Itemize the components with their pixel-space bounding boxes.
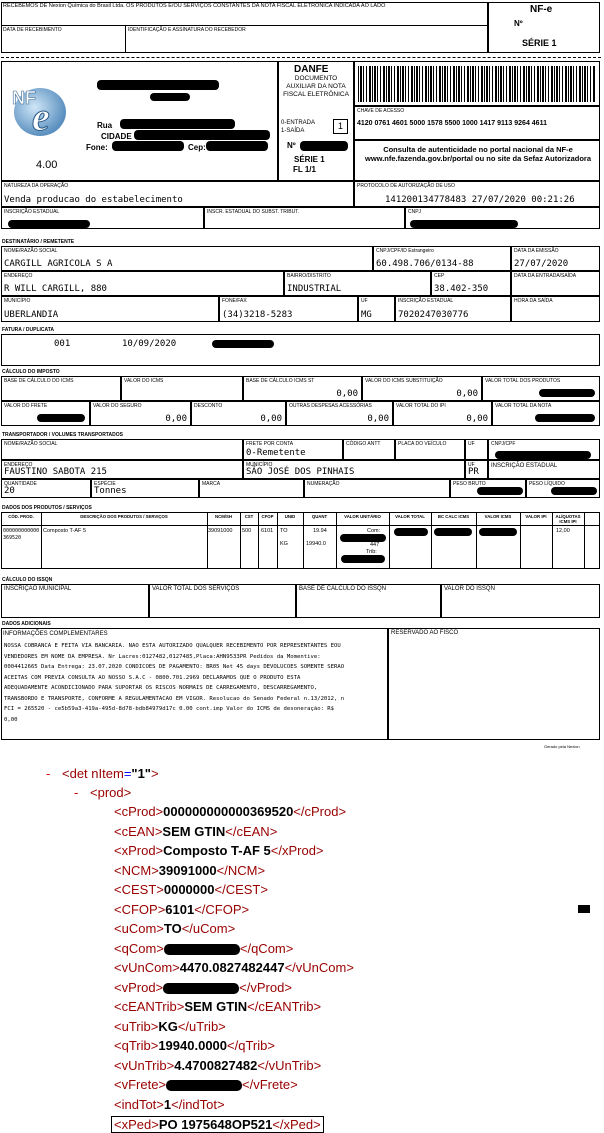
invoice-value-redacted — [212, 340, 274, 348]
stray-mark — [578, 905, 590, 913]
tax-total-note-redacted — [535, 414, 595, 422]
tr-gross-cell — [450, 479, 526, 498]
tax-label-ipi: VALOR TOTAL DO IPI — [396, 403, 446, 409]
tax-cell-2 — [121, 376, 243, 401]
tax-label-bc-icms: BASE DE CÁLCULO DO ICMS — [4, 378, 74, 384]
danfe-number-label: Nº — [287, 141, 296, 150]
tax-label-freight: VALOR DO FRETE — [4, 403, 48, 409]
rec-cnpj-cell — [373, 246, 511, 271]
tr-city-label: MUNICÍPIO — [246, 462, 273, 468]
rec-city-value: UBERLANDIA — [4, 310, 59, 320]
transport-section: TRANSPORTADOR / VOLUMES TRANSPORTADOS — [2, 432, 123, 438]
products-col-divider — [207, 512, 208, 569]
products-col-divider — [277, 512, 278, 569]
reserved-label: RESERVADO AO FISCO — [391, 630, 459, 636]
rec-city-cell — [1, 296, 219, 322]
prod-code: 000000000000369520 — [3, 528, 40, 541]
prod-bc-redacted — [434, 528, 472, 536]
danfe-page: FL 1/1 — [293, 165, 316, 174]
rec-uf-label: UF — [361, 298, 368, 304]
cnpj-label: CNPJ — [408, 209, 422, 215]
rec-cnpj-label: CNPJ/CPF/ID Estrangeiro — [376, 248, 434, 254]
tax-cell-1 — [1, 376, 121, 401]
footer-generated: Gerado pela Nexion — [544, 744, 580, 749]
issqn-cell-3 — [296, 584, 441, 618]
collapse-toggle-prod[interactable]: - — [74, 785, 79, 800]
prod-cst: 500 — [242, 528, 252, 534]
prod-unit-2: KG — [280, 541, 288, 547]
tax-cell-7 — [90, 401, 191, 426]
tr-qty-cell — [1, 479, 91, 498]
xml-prod-tag: prod — [97, 785, 124, 800]
products-header-cell: VALOR IPI — [525, 514, 547, 519]
products-section: DADOS DOS PRODUTOS / SERVIÇOS — [2, 505, 92, 511]
ie-cell — [1, 207, 204, 229]
additional-info-line: VENDEDORES EM NOME DA EMPRESA. Nr Lacres:0127482,0127485,Placa:AHN9533PR Pedidos da Momentive: — [4, 653, 321, 660]
products-header-line — [1, 525, 600, 526]
tr-plate-label: PLACA DO VEÍCULO — [398, 441, 447, 447]
rec-phone-value: (34)3218-5283 — [222, 310, 293, 320]
danfe-series: SÉRIE 1 — [294, 155, 325, 164]
tr-numbering-cell — [304, 479, 450, 498]
danfe-type-value: 1 — [337, 121, 343, 131]
rec-ie-label: INSCRIÇÃO ESTADUAL — [398, 298, 454, 304]
recipient-section: DESTINATÁRIO / REMETENTE — [2, 239, 75, 245]
products-col-divider — [240, 512, 241, 569]
tr-brand-cell — [199, 479, 304, 498]
tr-address-value: FAUSTINO SABOTA 215 — [4, 467, 107, 477]
tr-net-label: PESO LÍQUIDO — [529, 481, 565, 487]
tax-cell-11 — [492, 401, 600, 426]
rec-address-cell — [1, 271, 284, 296]
tr-name-label: NOME/RAZÃO SOCIAL — [4, 441, 58, 447]
tr-cnpj-label: CNPJ/CPF — [491, 441, 516, 447]
rec-zip-value: 38.402-350 — [434, 284, 489, 294]
cnpj-cell — [405, 207, 600, 229]
tax-label-discount: DESCONTO — [194, 403, 223, 409]
xml-field-vUnCom: <vUnCom>4470.0827482447</vUnCom> — [114, 960, 354, 975]
xml-det-open: <det nItem="1"> — [62, 766, 159, 781]
tr-city-value: SÃO JOSÉ DOS PINHAIS — [246, 467, 355, 477]
tr-qty-value: 20 — [4, 486, 15, 496]
tr-net-redacted — [551, 487, 597, 495]
issqn-cell-4 — [441, 584, 600, 618]
tr-address-label: ENDEREÇO — [4, 462, 33, 468]
additional-info-line: 0004412665 Data Entrega: 23.07.2020 CONDICOES DE PAGAMENTO: BR05 Net 45 days DEVOLUCOES SOMENTE SERAO — [4, 664, 345, 670]
prod-unit-1: TO — [280, 528, 288, 534]
danfe-subtitle: DOCUMENTO AUXILIAR DA NOTA FISCAL ELETRÔNICA — [283, 75, 349, 98]
tax-label-icms: VALOR DO ICMS — [124, 378, 164, 384]
issqn-cell-1 — [1, 584, 149, 618]
invoice-due: 10/09/2020 — [122, 339, 177, 349]
invoice-number: 001 — [54, 339, 71, 349]
products-col-divider — [336, 512, 337, 569]
receipt-sign-label: IDENTIFICAÇÃO E ASSINATURA DO RECEBEDOR — [128, 27, 246, 33]
tr-city-cell — [243, 460, 465, 479]
products-col-divider — [584, 512, 585, 569]
prod-com-label: Com: — [367, 528, 381, 534]
tr-ie-label: INSCRIÇÃO ESTADUAL — [491, 463, 558, 469]
tr-cnpj-redacted — [495, 451, 591, 459]
rec-issue-cell — [511, 246, 600, 271]
products-col-divider — [41, 512, 42, 569]
xml-field-xProd: <xProd>Composto T-AF 5</xProd> — [114, 843, 324, 858]
xml-value-vUnCom: 4470.0827482447 — [179, 960, 285, 975]
xml-field-CFOP: <CFOP>6101</CFOP> — [114, 901, 250, 917]
additional-info-line: TRANSBORDO E TRANSPORTE, CONFORME A REGULAMENTACAO EM VIGOR. Resolucao do Senado Federal n.13/2012, n — [4, 695, 345, 702]
prod-cfop: 6101 — [261, 528, 274, 534]
products-col-divider — [520, 512, 521, 569]
xml-field-CEST: <CEST>0000000</CEST> — [114, 882, 268, 897]
tr-uf2-value: PR — [468, 467, 479, 477]
xml-field-NCM: <NCM>39091000</NCM> — [114, 862, 266, 878]
tr-freight-label: FRETE POR CONTA — [246, 441, 294, 447]
rec-phone-label: FONE/FAX — [222, 298, 247, 304]
issuer-phone-label: Fone: — [86, 143, 108, 152]
additional-info-line: FCI = 265520 - ce5b59a3-419a-495d-8d78-bdb84979d17c 0.00 cont.imp Valor do ICMS de desoneração: R$ — [4, 706, 335, 712]
issqn-section: CÁLCULO DO ISSQN — [2, 577, 53, 583]
tr-address-cell — [1, 460, 243, 479]
ie-st-cell — [204, 207, 405, 229]
reserved-box — [388, 628, 600, 740]
issqn-label-im: INSCRIÇÃO MUNICIPAL — [4, 586, 72, 592]
xml-value-indTot: 1 — [163, 1096, 172, 1112]
xml-field-vFrete: <vFrete> </vFrete> — [114, 1077, 298, 1092]
ie-st-label: INSCR. ESTADUAL DO SUBST. TRIBUT. — [207, 209, 300, 215]
rec-name-cell — [1, 246, 373, 271]
tax-label-total-prod: VALOR TOTAL DOS PRODUTOS — [485, 378, 561, 384]
danfe-entry: 0-ENTRADA — [281, 120, 316, 126]
xml-value-vUnTrib: 4.4700827482 — [174, 1057, 258, 1073]
cut-line — [1, 57, 601, 58]
products-header-cell: CST — [244, 514, 254, 519]
tax-cell-5 — [482, 376, 600, 401]
tr-uf-cell — [465, 439, 488, 460]
xml-field-indTot: <indTot>1</indTot> — [114, 1096, 225, 1112]
rec-time-cell — [511, 296, 600, 322]
nature-label: NATUREZA DA OPERAÇÃO — [4, 183, 69, 189]
products-header-cell: DESCRIÇÃO DOS PRODUTOS / SERVIÇOS — [80, 514, 168, 519]
nfe-version: 4.00 — [36, 159, 58, 171]
svg-text:e: e — [32, 94, 50, 139]
rec-address-value: R WILL CARGILL, 880 — [4, 284, 107, 294]
prod-unit-value-redacted — [340, 534, 386, 542]
rec-city-label: MUNICÍPIO — [4, 298, 31, 304]
cnpj-redacted — [410, 220, 518, 228]
danfe-type-box — [333, 119, 348, 134]
receipt-date-label: DATA DE RECEBIMENTO — [3, 27, 62, 33]
tax-cell-8 — [191, 401, 286, 426]
additional-info-line: 0,00 — [4, 716, 18, 723]
protocol-label: PROTOCOLO DE AUTORIZAÇÃO DE USO — [357, 183, 455, 189]
products-header-cell: CÓD. PROD. — [8, 514, 34, 519]
danfe-title: DANFE — [294, 64, 329, 75]
receipt-nfe-number-label: Nº — [514, 19, 523, 28]
receipt-divider — [1, 25, 488, 26]
receipt-nfe-series: SÉRIE 1 — [522, 38, 557, 48]
xml-field-cProd: <cProd>000000000000369520</cProd> — [114, 804, 347, 819]
issqn-label-value: VALOR DO ISSQN — [444, 586, 495, 592]
invoice-section: FATURA / DUPLICATA — [2, 327, 55, 333]
issuer-city-redacted — [134, 130, 270, 140]
xml-value-qTrib: 19940.0000 — [158, 1038, 228, 1053]
products-header-cell: ALÍQUOTAS ICMS IPI — [555, 514, 581, 524]
tr-uf-label: UF — [468, 441, 475, 447]
xml-value-cEANTrib: SEM GTIN — [184, 999, 248, 1014]
products-table — [1, 512, 600, 569]
tax-value-insurance: 0,00 — [165, 414, 187, 424]
additional-info-line: NOSSA COBRANCA E FEITA VIA BANCARIA. NAO ESTA AUTORIZADO QUALQUER RECEBIMENTO POR REPRESENTANTES EOU — [4, 643, 341, 649]
tr-numbering-label: NUMERAÇÃO — [307, 481, 340, 487]
tax-cell-4 — [362, 376, 482, 401]
rec-name-label: NOME/RAZÃO SOCIAL — [4, 248, 58, 254]
xml-field-qCom: <qCom> </qCom> — [114, 940, 294, 956]
issuer-name2-redacted — [150, 93, 190, 101]
rec-time-label: HORA DA SAÍDA — [514, 298, 553, 304]
tr-antt-label: CÓDIGO ANTT — [346, 441, 381, 447]
prod-ncm: 39091000 — [208, 528, 233, 534]
prod-desc: Composto T-AF 5 — [43, 528, 86, 534]
products-header-cell: VALOR ICMS — [484, 514, 512, 519]
xml-field-cEAN: <cEAN>SEM GTIN</cEAN> — [114, 823, 278, 839]
nature-value: Venda producao do estabelecimento — [4, 195, 183, 205]
issuer-city-label: CIDADE — [101, 132, 132, 141]
rec-address-label: ENDEREÇO — [4, 273, 33, 279]
tax-value-icms-sub: 0,00 — [456, 389, 478, 399]
tr-net-cell — [526, 479, 600, 498]
products-header-cell: CFOP — [261, 514, 274, 519]
products-header-cell: QUANT — [311, 514, 328, 519]
prod-trib-value-redacted — [341, 555, 385, 563]
receipt-header: RECEBEMOS DE Nexion Química do Brasil Ltda. OS PRODUTOS E/OU SERVIÇOS CONSTANTES DA NOTA FISCAL ELETRÔNICA INDICADA AO LADO — [3, 3, 386, 9]
danfe-exit: 1-SAÍDA — [281, 128, 305, 134]
protocol-value: 141200134778483 27/07/2020 00:21:26 — [385, 195, 575, 205]
additional-info-lines — [4, 641, 388, 725]
tr-gross-label: PESO BRUTO — [453, 481, 486, 487]
issqn-cell-2 — [149, 584, 296, 618]
protocol-cell — [354, 181, 600, 207]
xml-det-attr-value: "1" — [131, 766, 151, 781]
rec-cnpj-value: 60.498.706/0134-88 — [376, 259, 474, 269]
tax-section: CÁLCULO DO IMPOSTO — [2, 369, 60, 375]
xml-field-qTrib: <qTrib>19940.0000</qTrib> — [114, 1038, 275, 1053]
tr-freight-cell — [243, 439, 343, 460]
invoice-box — [1, 334, 600, 366]
xml-value-CEST: 0000000 — [163, 882, 215, 897]
xml-field-vUnTrib: <vUnTrib>4.4700827482</vUnTrib> — [114, 1057, 322, 1073]
tr-qty-label: QUANTIDADE — [4, 481, 37, 487]
rec-phone-cell — [219, 296, 358, 322]
additional-info-line: ACEITAS COM PREVIA CONSULTA AO NOSSO S.A.C - 0800.701.2969 DECLARAMOS QUE O PRODUTO ESTA — [4, 674, 301, 681]
xml-prod-open: <prod> — [90, 785, 132, 800]
rec-zip-label: CEP — [434, 273, 445, 279]
tax-label-total-note: VALOR TOTAL DA NOTA — [495, 403, 552, 409]
access-key-value: 4120 0761 4601 5000 1578 5500 1000 1417 9113 9264 4611 — [357, 120, 547, 127]
issuer-phone-redacted — [112, 141, 184, 151]
prod-total-redacted — [394, 528, 428, 536]
issuer-zip-redacted — [206, 141, 268, 151]
tax-value-discount: 0,00 — [260, 414, 282, 424]
issuer-street-label: Rua — [97, 121, 113, 130]
products-header-cell: VALOR UNITÁRIO — [344, 514, 381, 519]
tax-value-bc-st: 0,00 — [336, 389, 358, 399]
tax-cell-6 — [1, 401, 90, 426]
svg-text:NF: NF — [12, 88, 36, 108]
additional-section: DADOS ADICIONAIS — [2, 621, 51, 627]
tax-label-other: OUTRAS DESPESAS ACESSÓRIAS — [289, 403, 372, 409]
rec-uf-cell — [358, 296, 395, 322]
products-col-divider — [303, 512, 304, 569]
receipt-vdivider — [125, 25, 126, 53]
rec-zip-cell — [431, 271, 511, 296]
prod-icms-redacted — [479, 528, 517, 536]
rec-name-value: CARGILL AGRICOLA S A — [4, 259, 113, 269]
tax-label-insurance: VALOR DO SEGURO — [93, 403, 142, 409]
tr-cnpj-cell — [488, 439, 600, 460]
rec-inout-label: DATA DA ENTRADA/SAÍDA — [514, 273, 577, 279]
consult-text: Consulta de autenticidade no portal nacional da NF-e www.nfe.fazenda.gov.br/portal ou no site da Sefaz Autorizadora — [365, 145, 591, 163]
access-key-label: CHAVE DE ACESSO — [357, 108, 405, 114]
nfe-logo — [8, 82, 68, 142]
products-header-cell: UNID — [284, 514, 296, 519]
tr-species-label: ESPÉCIE — [94, 481, 116, 487]
xml-value-vFrete — [166, 1080, 242, 1091]
xml-field-uCom: <uCom>TO</uCom> — [114, 921, 236, 936]
collapse-toggle-det[interactable]: - — [46, 766, 51, 781]
rec-ie-cell — [395, 296, 511, 322]
rec-issue-label: DATA DA EMISSÃO — [514, 248, 559, 254]
xml-value-qCom — [164, 944, 240, 955]
tr-species-value: Tonnes — [94, 486, 127, 496]
issuer-name-redacted — [97, 80, 219, 90]
xml-field-cEANTrib: <cEANTrib>SEM GTIN</cEANTrib> — [114, 999, 322, 1014]
tax-cell-9 — [286, 401, 393, 426]
xml-field-uTrib: <uTrib>KG</uTrib> — [114, 1018, 226, 1034]
ie-label: INSCRIÇÃO ESTADUAL — [4, 209, 60, 215]
xml-det-attr: nItem — [91, 766, 124, 781]
xml-value-NCM: 39091000 — [158, 862, 217, 878]
additional-info-line: ADEQUADAMENTE ACONDICIONADO PARA SUPORTAR OS RISCOS NORMAIS DE CARREGAMENTO, DESCARREGAMENTO, — [4, 685, 318, 691]
tr-antt-cell — [343, 439, 395, 460]
barcode — [358, 66, 596, 102]
xml-det-tag: det — [69, 766, 88, 781]
tax-total-prod-redacted — [539, 389, 595, 397]
xml-field-vProd: <vProd> </vProd> — [114, 979, 292, 995]
issqn-label-services: VALOR TOTAL DOS SERVIÇOS — [152, 586, 240, 592]
products-header-cell: BC CALC ICMS — [437, 514, 470, 519]
tax-cell-3 — [243, 376, 362, 401]
tr-name-cell — [1, 439, 243, 460]
rec-district-value: INDUSTRIAL — [287, 284, 342, 294]
xml-value-vProd — [163, 983, 239, 994]
prod-qty-1: 19.94 — [313, 528, 327, 534]
xml-value-uTrib: KG — [158, 1018, 178, 1034]
tr-gross-redacted — [477, 487, 523, 495]
nfe-logo-icon — [8, 82, 68, 142]
tr-brand-label: MARCA — [202, 481, 221, 487]
nature-cell — [1, 181, 354, 207]
rec-district-cell — [284, 271, 431, 296]
rec-district-label: BAIRRO/DISTRITO — [287, 273, 331, 279]
ie-redacted — [8, 220, 90, 228]
prod-aliq: 12,00 — [556, 528, 570, 534]
xml-value-xPed: PO 1975648OP521 — [158, 1117, 273, 1132]
rec-uf-value: MG — [361, 310, 372, 320]
tr-ie-cell — [488, 460, 600, 479]
tr-freight-value: 0-Remetente — [246, 448, 306, 458]
danfe-number-redacted — [300, 141, 348, 151]
xml-value-CFOP: 6101 — [165, 901, 195, 917]
tax-cell-10 — [393, 401, 492, 426]
receipt-nfe-title: NF-e — [530, 4, 553, 15]
issuer-street-redacted — [120, 119, 235, 129]
products-col-divider — [389, 512, 390, 569]
issuer-zip-label: Cep: — [188, 143, 206, 152]
xml-value-cEAN: SEM GTIN — [162, 823, 226, 839]
issqn-label-base: BASE DE CÁLCULO DO ISSQN — [299, 586, 387, 592]
tax-label-bc-st: BASE DE CÁLCULO ICMS ST — [246, 378, 315, 384]
prod-trib-frag: 447 — [370, 542, 380, 548]
additional-info-label: INFORMAÇÕES COMPLEMENTARES — [3, 631, 108, 637]
products-col-divider — [476, 512, 477, 569]
products-header-cell: VALOR TOTAL — [395, 514, 425, 519]
tr-uf2-cell — [465, 460, 488, 479]
tax-freight-redacted — [37, 414, 85, 422]
xml-value-cProd: 000000000000369520 — [163, 804, 294, 819]
prod-qty-2: 19940.0 — [306, 541, 326, 547]
tax-value-ipi: 0,00 — [466, 414, 488, 424]
products-col-divider — [431, 512, 432, 569]
rec-ie-value: 7020247030776 — [398, 310, 469, 320]
tax-value-other: 0,00 — [367, 414, 389, 424]
xml-value-uCom: TO — [163, 921, 182, 936]
xml-value-xProd: Composto T-AF 5 — [163, 843, 271, 858]
tr-uf2-label: UF — [468, 462, 475, 468]
prod-trib-label: Trib: — [366, 549, 377, 555]
tr-species-cell — [91, 479, 199, 498]
tr-plate-cell — [395, 439, 465, 460]
products-header-cell: NCM/SH — [215, 514, 232, 519]
products-col-divider — [258, 512, 259, 569]
xml-field-xPed: <xPed>PO 1975648OP521</xPed> — [111, 1116, 324, 1133]
tax-label-icms-sub: VALOR DO ICMS SUBSTITUIÇÃO — [365, 378, 443, 384]
rec-inout-cell — [511, 271, 600, 296]
rec-issue-value: 27/07/2020 — [514, 259, 569, 269]
